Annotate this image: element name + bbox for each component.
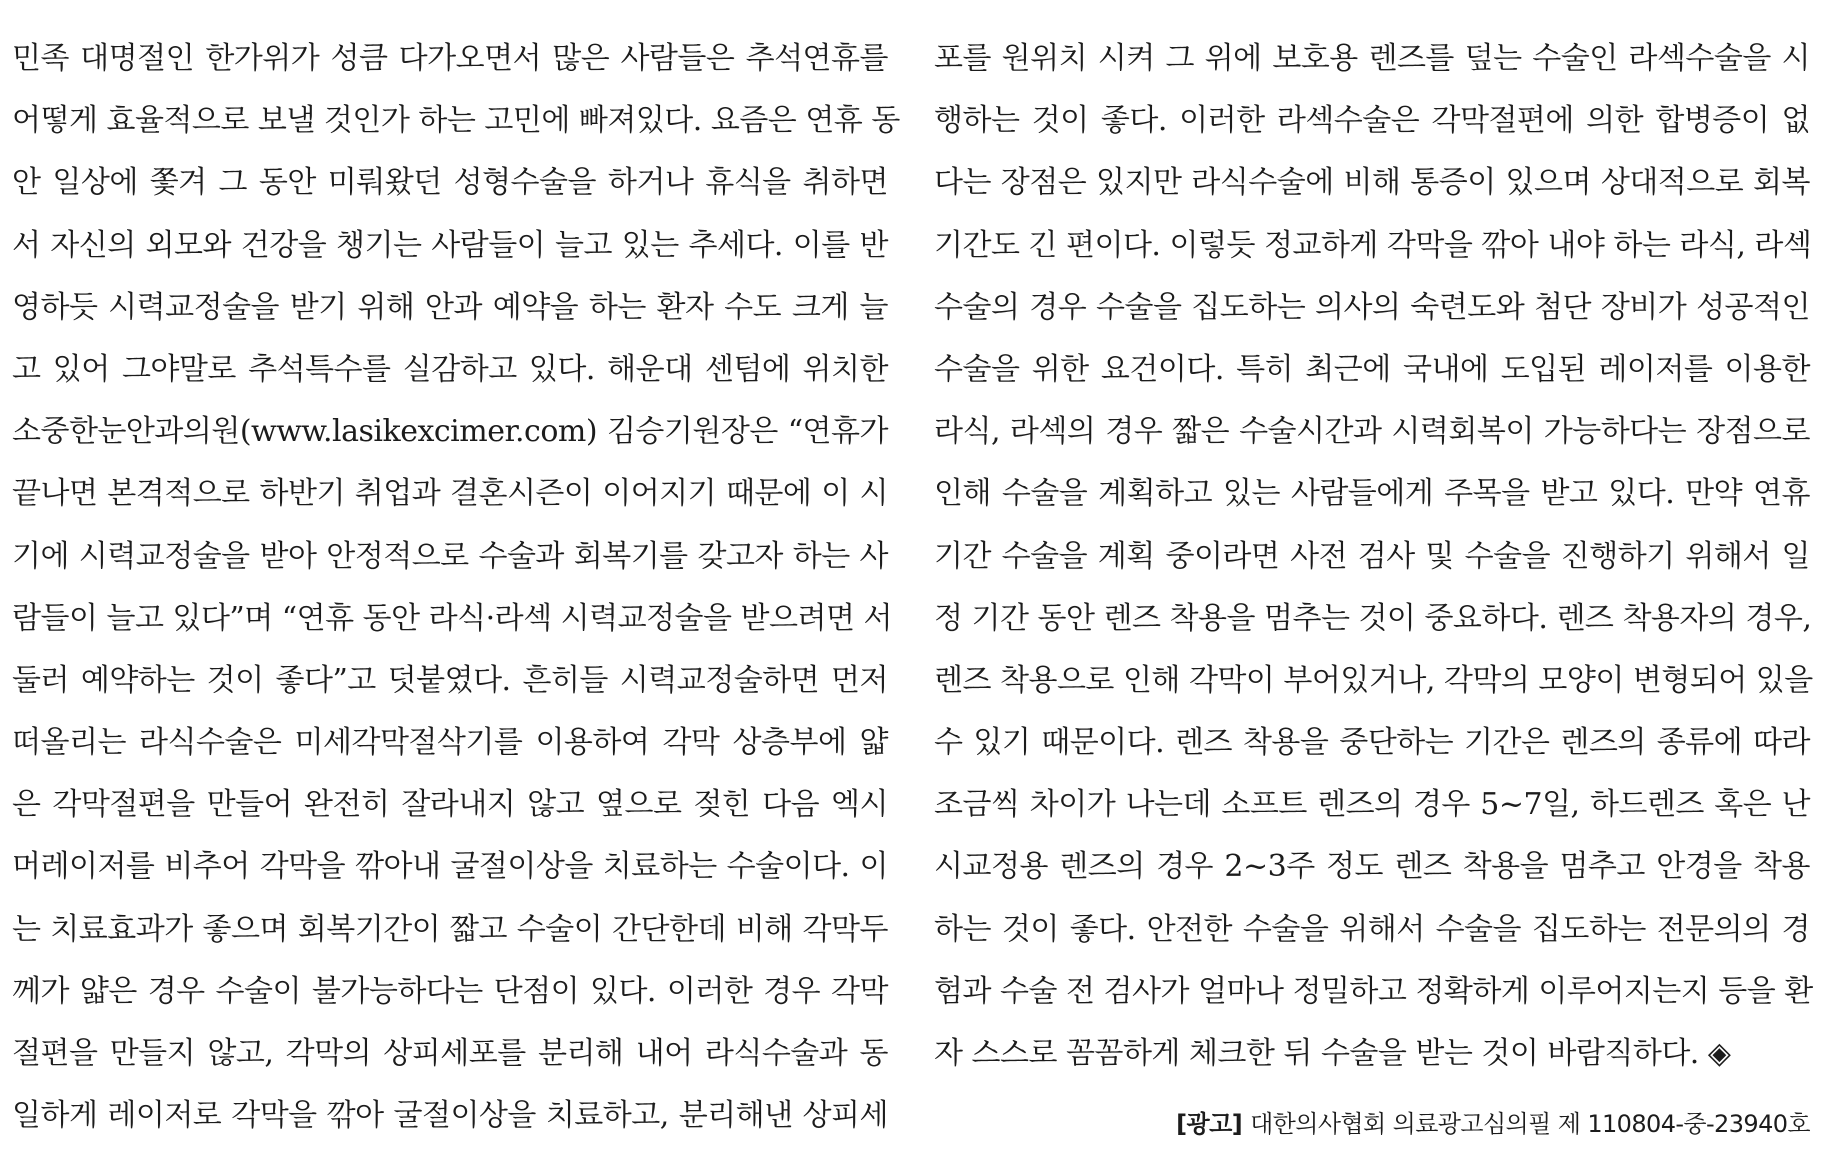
text-line: 어떻게 효율적으로 보낼 것인가 하는 고민에 빠져있다. 요즘은 연휴 동 — [12, 103, 900, 139]
text-line: 서 자신의 외모와 건강을 챙기는 사람들이 늘고 있는 추세다. 이를 반 — [12, 227, 888, 263]
text-line: 수 있기 때문이다. 렌즈 착용을 중단하는 기간은 렌즈의 종류에 따라 — [934, 725, 1810, 761]
text-line: 수술의 경우 수술을 집도하는 의사의 숙련도와 첨단 장비가 성공적인 — [934, 289, 1810, 325]
text-line: 정 기간 동안 렌즈 착용을 멈추는 것이 중요하다. 렌즈 착용자의 경우, — [934, 600, 1812, 636]
text-line: 고 있어 그야말로 추석특수를 실감하고 있다. 해운대 센텀에 위치한 — [12, 351, 888, 387]
article-column-right — [934, 28, 1813, 1085]
text-line: 민족 대명절인 한가위가 성큼 다가오면서 많은 사람들은 추석연휴를 — [12, 41, 888, 76]
text-line: 기간 수술을 계획 중이라면 사전 검사 및 수술을 진행하기 위해서 일 — [934, 538, 1810, 574]
text-line: 시교정용 렌즈의 경우 2~3주 정도 렌즈 착용을 멈추고 안경을 착용 — [934, 849, 1810, 885]
article-column-left — [12, 28, 900, 1147]
text-line: 절편을 만들지 않고, 각막의 상피세포를 분리해 내어 라식수술과 동 — [12, 1036, 888, 1071]
text-line: 험과 수술 전 검사가 얼마나 정밀하고 정확하게 이루어지는지 등을 환 — [934, 973, 1813, 1009]
text-line: 은 각막절편을 만들어 완전히 잘라내지 않고 옆으로 젖힌 다음 엑시 — [12, 787, 888, 823]
text-line: 기에 시력교정술을 받아 안정적으로 수술과 회복기를 갖고자 하는 사 — [12, 538, 888, 574]
text-line: 행하는 것이 좋다. 이러한 라섹수술은 각막절편에 의한 합병증이 없 — [934, 103, 1810, 139]
text-line: 일하게 레이저로 각막을 깎아 굴절이상을 치료하고, 분리해낸 상피세 — [12, 1098, 888, 1134]
ad-tag: [광고] — [1176, 1110, 1243, 1138]
text-line: 라식, 라섹의 경우 짧은 수술시간과 시력회복이 가능하다는 장점으로 — [934, 414, 1810, 450]
text-line: 안 일상에 쫓겨 그 동안 미뤄왔던 성형수술을 하거나 휴식을 취하면 — [12, 165, 888, 201]
text-line: 영하듯 시력교정술을 받기 위해 안과 예약을 하는 환자 수도 크게 늘 — [12, 289, 888, 325]
text-line: 람들이 늘고 있다”며 “연휴 동안 라식·라섹 시력교정술을 받으려면 서 — [12, 600, 892, 636]
text-line: 수술을 위한 요건이다. 특히 최근에 국내에 도입된 레이저를 이용한 — [934, 351, 1810, 387]
text-line: 렌즈 착용으로 인해 각막이 부어있거나, 각막의 모양이 변형되어 있을 — [934, 662, 1813, 698]
text-line: 떠올리는 라식수술은 미세각막절삭기를 이용하여 각막 상층부에 얇 — [12, 725, 888, 761]
approval-text: 대한의사협회 의료광고심의필 제 110804-중-23940호 — [1250, 1110, 1810, 1138]
text-line: 끝나면 본격적으로 하반기 취업과 결혼시즌이 이어지기 때문에 이 시 — [12, 476, 888, 512]
text-line: 다는 장점은 있지만 라식수술에 비해 통증이 있으며 상대적으로 회복 — [934, 165, 1810, 201]
text-line: 머레이저를 비추어 각막을 깎아내 굴절이상을 치료하는 수술이다. 이 — [12, 849, 888, 885]
text-line-last: 자 스스로 꼼꼼하게 체크한 뒤 수술을 받는 것이 바람직하다. ◈ — [934, 1036, 1731, 1071]
text-line: 기간도 긴 편이다. 이렇듯 정교하게 각막을 깎아 내야 하는 라식, 라섹 — [934, 227, 1812, 263]
text-line: 포를 원위치 시켜 그 위에 보호용 렌즈를 덮는 수술인 라섹수술을 시 — [934, 41, 1810, 76]
text-line: 둘러 예약하는 것이 좋다”고 덧붙였다. 흔히들 시력교정술하면 먼저 — [12, 662, 888, 698]
text-line: 소중한눈안과의원(www.lasikexcimer.com) 김승기원장은 “연휴가 — [12, 414, 888, 450]
text-line: 는 치료효과가 좋으며 회복기간이 짧고 수술이 간단한데 비해 각막두 — [12, 911, 888, 947]
text-line: 께가 얇은 경우 수술이 불가능하다는 단점이 있다. 이러한 경우 각막 — [12, 973, 888, 1009]
text-line: 인해 수술을 계획하고 있는 사람들에게 주목을 받고 있다. 만약 연휴 — [934, 476, 1810, 512]
text-line: 하는 것이 좋다. 안전한 수술을 위해서 수술을 집도하는 전문의의 경 — [934, 911, 1810, 947]
ad-approval-credit — [1176, 1104, 1810, 1139]
text-line: 조금씩 차이가 나는데 소프트 렌즈의 경우 5~7일, 하드렌즈 혹은 난 — [934, 787, 1810, 823]
